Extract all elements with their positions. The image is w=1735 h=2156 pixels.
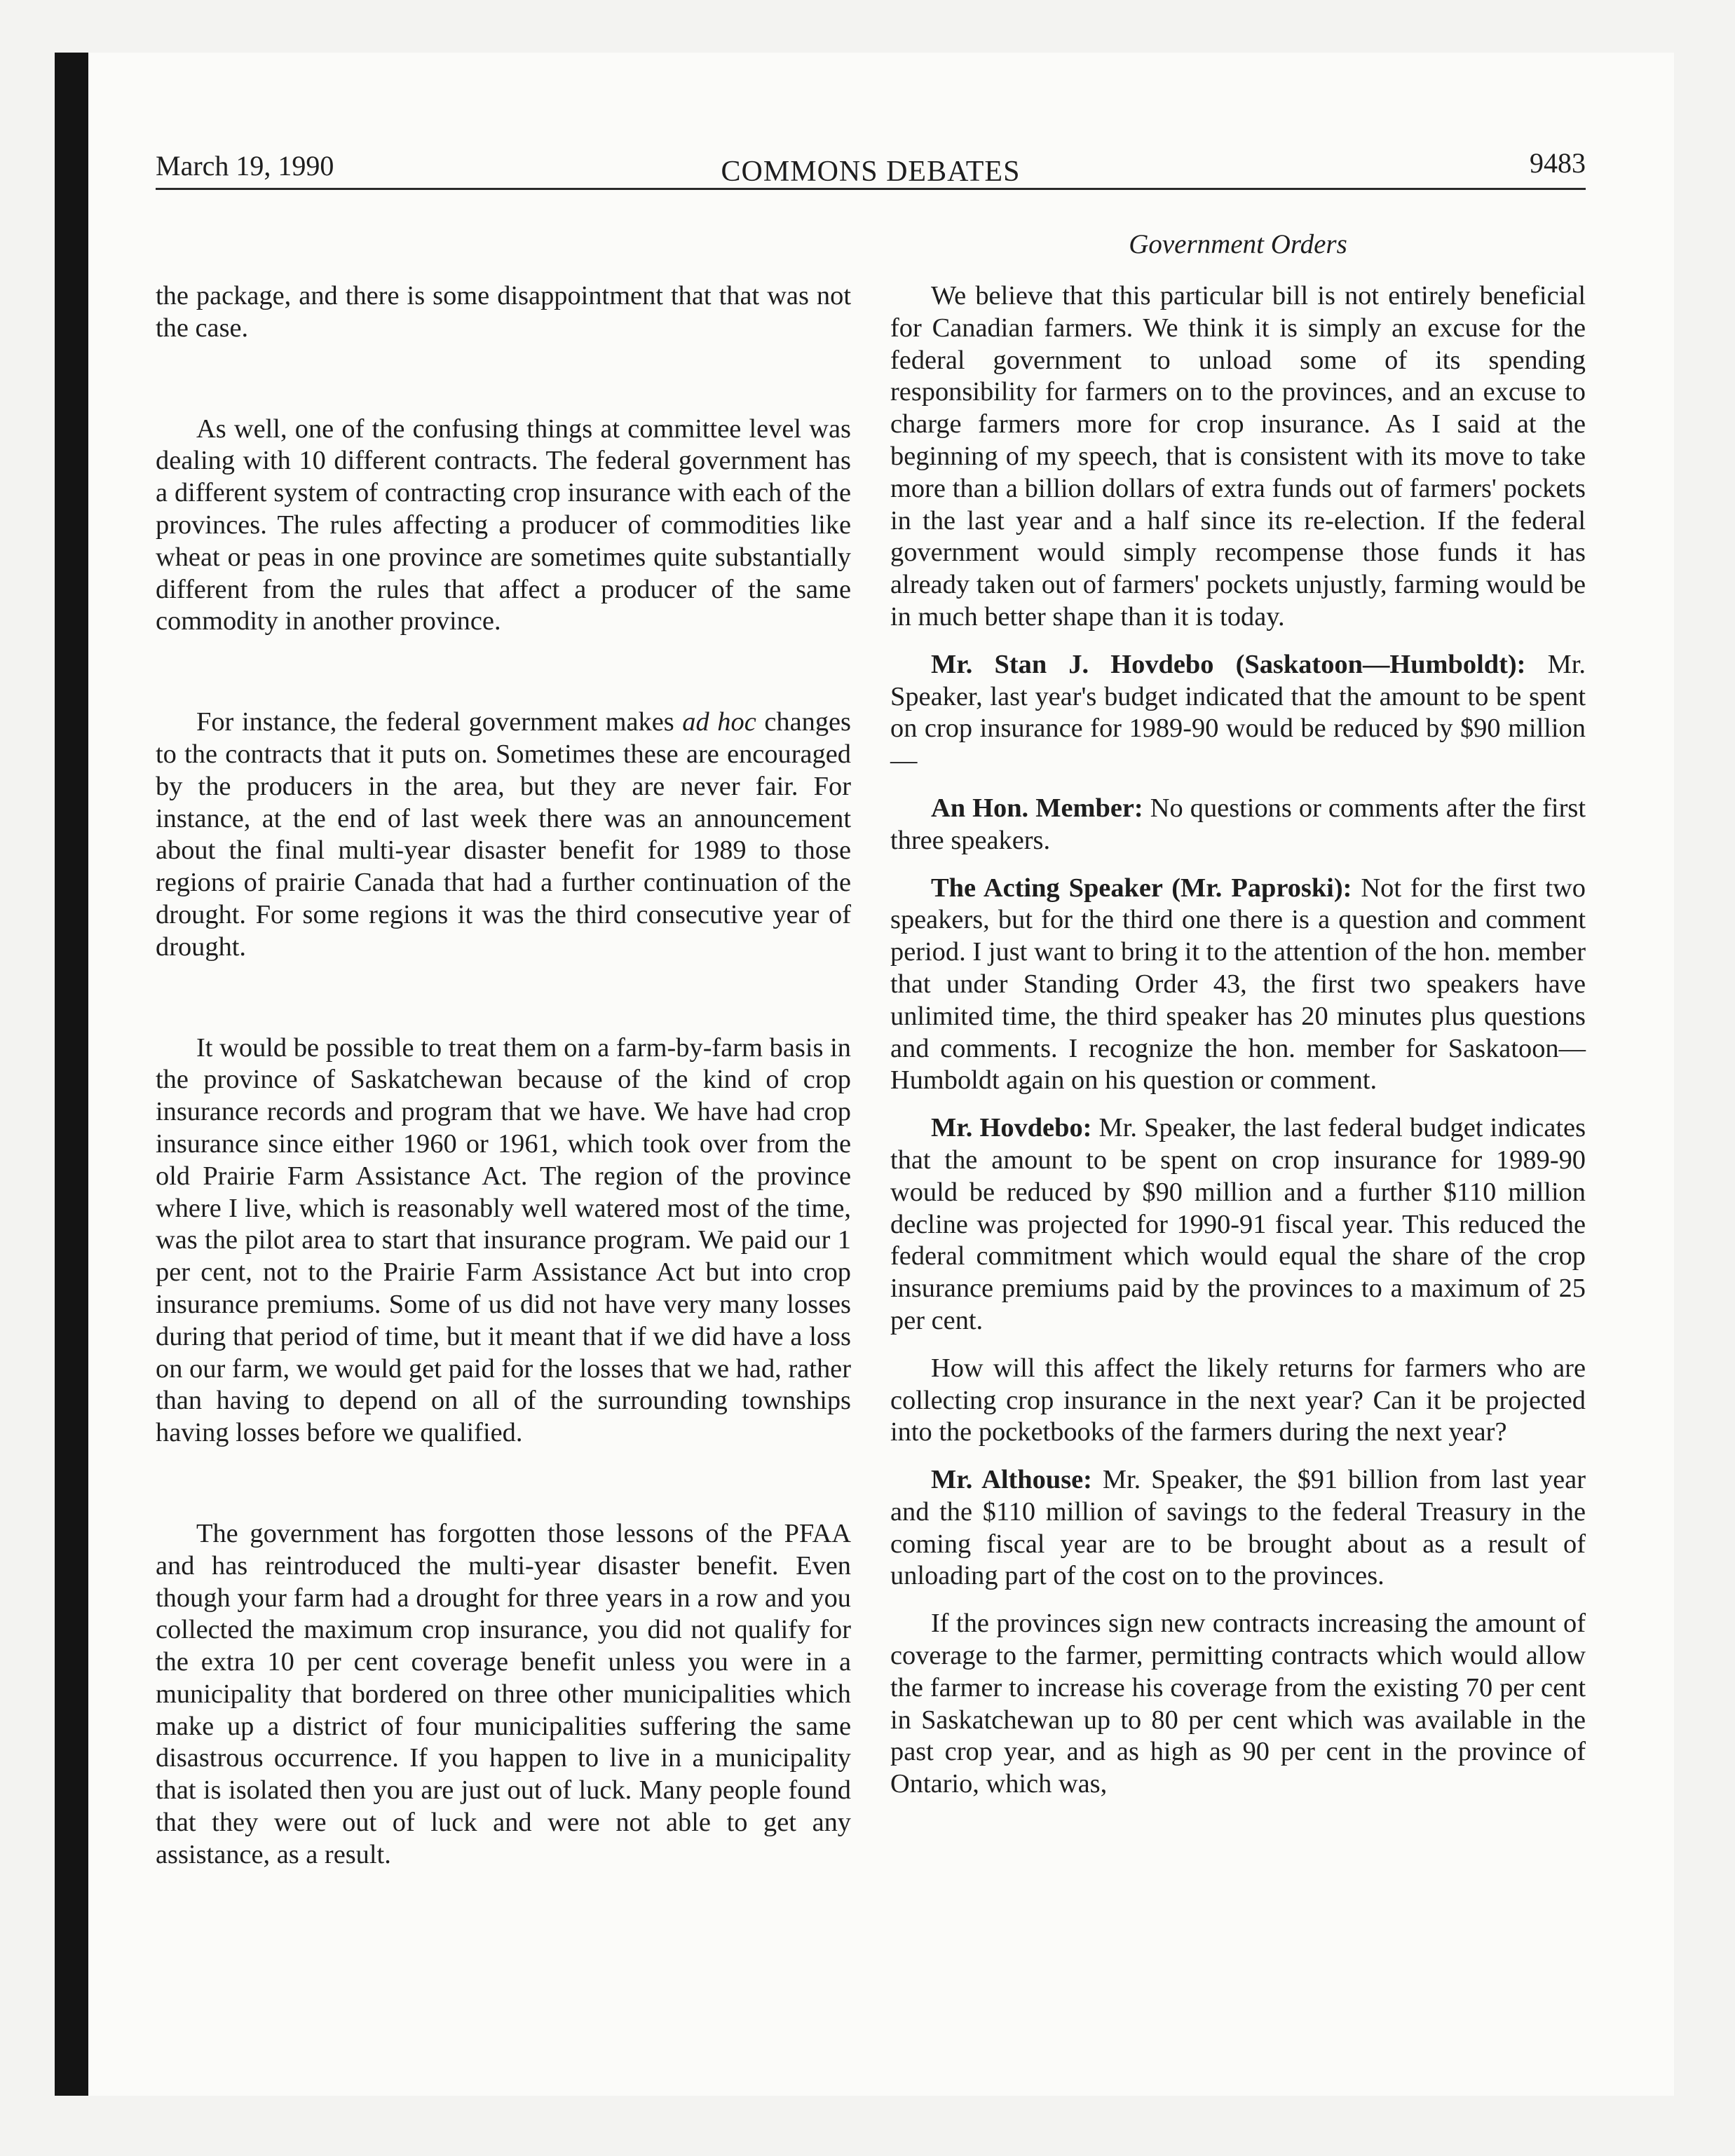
speech-text: Mr. Speaker, the $91 billion from last year and the $110 million of savings to the federal Treasury in the coming fiscal year are to be brought about as a result of unloading part of the cost on to the provinces. xyxy=(890,1465,1586,1591)
italic-phrase: ad hoc xyxy=(682,707,756,737)
paragraph: The government has forgotten those lessons of the PFAA and has reintroduced the multi-year disaster benefit. Even though your farm had a drought for three years in a row and you collected the maximum crop insurance, you did not qualify for the extra 10 per cent coverage benefit unless you were in a municipality that bordered on three other municipalities which make up a district of four municipalities suffering the same disastrous occurrence. If you happen to live in a municipality that is isolated then you are just out of luck. Many people found that they were out of luck and were not able to get any assistance, as a result. xyxy=(156,1518,851,1869)
right-column xyxy=(890,280,1586,1801)
paragraph: It would be possible to treat them on a farm-by-farm basis in the province of Saskatchewan because of the kind of crop insurance records and program that we have. We have had crop insurance since either 1960 or 1961, which took over from the old Prairie Farm Assistance Act. The region of the province where I live, which is reasonably well watered most of the time, was the pilot area to start that insurance program. We paid our 1 per cent, not to the Prairie Farm Assistance Act but into crop insurance premiums. Some of us did not have very many losses during that period of time, but it meant that if we did have a loss on our farm, we would get paid for the losses that we had, rather than having to depend on all of the surrounding townships having losses before we qualified. xyxy=(156,1032,851,1448)
paragraph: We believe that this particular bill is not entirely beneficial for Canadian farmers. We think it is simply an excuse for the federal government to unload some of its spending responsibility for farmers on to the provinces, and an excuse to charge farmers more for crop insurance. As I said at the beginning of my speech, that is consistent with its move to take more than a billion dollars of extra funds out of farmers' pockets in the last year and a half since its re-election. If the federal government would simply recompense those funds it has already taken out of farmers' pockets unjustly, farming would be in much better shape than it is today. xyxy=(890,281,1586,632)
speaker-name: Mr. Hovdebo: xyxy=(931,1113,1092,1143)
paragraph: If the provinces sign new contracts increasing the amount of coverage to the farmer, permitting contracts which would allow the farmer to increase his coverage from the existing 70 per cent in Saskatchewan up to 80 per cent which was available in the past crop year, and as high as 90 per cent in the province of Ontario, which was, xyxy=(890,1609,1586,1799)
paragraph-text: changes to the contracts that it puts on. Sometimes these are encouraged by the producers in the area, but they are never fair. For instance, at the end of last week there was an announcement about the final multi-year disaster benefit for 1989 to those regions of prairie Canada that had a further continuation of the drought. For some regions it was the third consecutive year of drought. xyxy=(156,707,851,962)
section-label: Government Orders xyxy=(1129,229,1347,259)
header-rule xyxy=(156,188,1586,190)
paragraph xyxy=(890,1464,1586,1592)
paragraph: How will this affect the likely returns for farmers who are collecting crop insurance in the next year? Can it be projected into the pocketbooks of the farmers during the next year? xyxy=(890,1353,1586,1447)
paragraph xyxy=(890,873,1586,1098)
page-number: 9483 xyxy=(1530,147,1586,179)
paragraph: the package, and there is some disappointment that that was not the case. xyxy=(156,281,851,343)
speech-text: No questions or comments after the first three speakers. xyxy=(890,793,1586,855)
header-title: COMMONS DEBATES xyxy=(721,156,1021,188)
speech-text: Not for the first two speakers, but for the third one there is a question and comment period. I just want to bring it to the attention of the hon. member that under Standing Order 43, the first two speakers have unlimited time, the third speaker has 20 minutes plus questions and comments. I recognize the hon. member for Saskatoon—Humboldt again on his question or comment. xyxy=(890,873,1586,1096)
paragraph: As well, one of the confusing things at committee level was dealing with 10 different contracts. The federal government has a different system of contracting crop insurance with each of the provinces. The rules affecting a producer of commodities like wheat or peas in one province are sometimes quite substantially different from the rules that affect a producer of the same commodity in another province. xyxy=(156,414,851,636)
speaker-name: The Acting Speaker (Mr. Paproski): xyxy=(931,873,1352,903)
paragraph-text: For instance, the federal government makes xyxy=(196,707,683,737)
paragraph xyxy=(890,1112,1586,1337)
speech-text: Mr. Speaker, last year's budget indicated that the amount to be spent on crop insurance for 1989-90 would be reduced by $90 million— xyxy=(890,649,1586,776)
speaker-name: Mr. Stan J. Hovdebo (Saskatoon—Humboldt): xyxy=(931,649,1526,679)
paragraph xyxy=(156,707,851,963)
left-column xyxy=(156,280,851,1871)
speaker-name: Mr. Althouse: xyxy=(931,1465,1092,1495)
speaker-name: An Hon. Member: xyxy=(931,793,1143,823)
header-date: March 19, 1990 xyxy=(156,150,334,182)
paragraph xyxy=(890,649,1586,777)
speech-text: Mr. Speaker, the last federal budget indicates that the amount to be spent on crop insurance for 1989-90 would be reduced by $90 million and a further $110 million decline was projected for 1990-91 fiscal year. This reduced the federal commitment which would equal the share of the crop insurance premiums paid by the provinces to a maximum of 25 per cent. xyxy=(890,1113,1586,1335)
scan-edge-shadow xyxy=(55,53,88,2096)
running-header xyxy=(156,144,1586,186)
paragraph xyxy=(890,793,1586,857)
